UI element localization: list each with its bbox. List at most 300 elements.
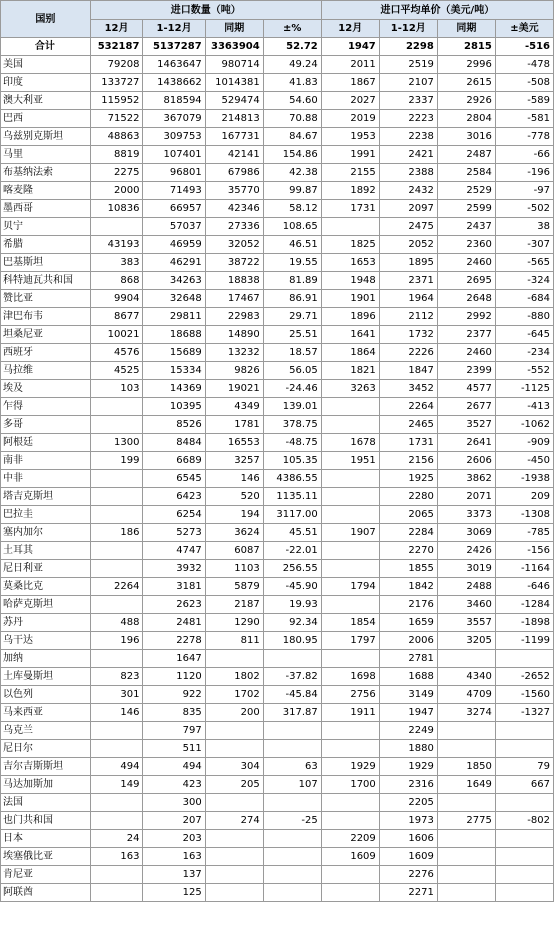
price-change-usd-cell: -307 bbox=[495, 236, 553, 254]
qty-change-pct-cell: -25 bbox=[263, 812, 321, 830]
price-change-usd-cell bbox=[495, 722, 553, 740]
price-same-period-cell: 2775 bbox=[437, 812, 495, 830]
qty-month-cell: 868 bbox=[90, 272, 143, 290]
qty-ytd-cell: 15334 bbox=[143, 362, 205, 380]
price-month-cell: 1953 bbox=[321, 128, 379, 146]
qty-change-pct-cell bbox=[263, 722, 321, 740]
table-row bbox=[1, 506, 554, 524]
qty-change-pct-cell: 41.83 bbox=[263, 74, 321, 92]
qty-same-period-cell: 9826 bbox=[205, 362, 263, 380]
qty-ytd-cell: 2623 bbox=[143, 596, 205, 614]
qty-same-period-cell: 38722 bbox=[205, 254, 263, 272]
table-row bbox=[1, 56, 554, 74]
qty-same-period-header: 同期 bbox=[205, 20, 263, 38]
qty-month-header: 12月 bbox=[90, 20, 143, 38]
price-same-period-cell: 2648 bbox=[437, 290, 495, 308]
price-same-period-cell: 2584 bbox=[437, 164, 495, 182]
qty-same-period-cell: 980714 bbox=[205, 56, 263, 74]
unit-price-group-header: 进口平均单价（美元/吨） bbox=[321, 1, 553, 20]
price-same-period-cell: 2996 bbox=[437, 56, 495, 74]
country-cell: 巴西 bbox=[1, 110, 91, 128]
qty-ytd-cell: 6689 bbox=[143, 452, 205, 470]
qty-change-pct-cell bbox=[263, 794, 321, 812]
qty-same-period-cell bbox=[205, 884, 263, 902]
qty-ytd-cell: 309753 bbox=[143, 128, 205, 146]
country-cell: 西班牙 bbox=[1, 344, 91, 362]
price-change-usd-cell: -1125 bbox=[495, 380, 553, 398]
country-cell: 尼日利亚 bbox=[1, 560, 91, 578]
price-ytd-cell: 2388 bbox=[379, 164, 437, 182]
qty-same-period-cell: 214813 bbox=[205, 110, 263, 128]
qty-month-cell: 24 bbox=[90, 830, 143, 848]
table-row bbox=[1, 200, 554, 218]
qty-month-cell: 196 bbox=[90, 632, 143, 650]
country-cell: 马达加斯加 bbox=[1, 776, 91, 794]
price-change-usd-cell: -196 bbox=[495, 164, 553, 182]
price-month-cell bbox=[321, 884, 379, 902]
price-same-period-cell bbox=[437, 722, 495, 740]
price-same-period-cell: 2360 bbox=[437, 236, 495, 254]
price-change-usd-cell: -234 bbox=[495, 344, 553, 362]
price-same-period-cell: 2460 bbox=[437, 254, 495, 272]
price-change-usd-cell: -1938 bbox=[495, 470, 553, 488]
qty-same-period-cell: 146 bbox=[205, 470, 263, 488]
country-cell: 塞内加尔 bbox=[1, 524, 91, 542]
price-same-period-cell: 4340 bbox=[437, 668, 495, 686]
price-change-usd-cell: -450 bbox=[495, 452, 553, 470]
qty-same-period-cell: 205 bbox=[205, 776, 263, 794]
qty-month-cell bbox=[90, 218, 143, 236]
qty-month-cell: 2264 bbox=[90, 578, 143, 596]
price-ytd-cell: 1895 bbox=[379, 254, 437, 272]
qty-same-period-cell: 18838 bbox=[205, 272, 263, 290]
price-change-usd-cell: -66 bbox=[495, 146, 553, 164]
price-ytd-cell: 2205 bbox=[379, 794, 437, 812]
price-month-cell bbox=[321, 866, 379, 884]
qty-same-period-cell: 32052 bbox=[205, 236, 263, 254]
qty-same-period-cell bbox=[205, 740, 263, 758]
table-body bbox=[1, 38, 554, 902]
country-cell: 马拉维 bbox=[1, 362, 91, 380]
qty-same-period-cell: 167731 bbox=[205, 128, 263, 146]
qty-same-period-cell: 1802 bbox=[205, 668, 263, 686]
qty-same-period-cell: 1702 bbox=[205, 686, 263, 704]
country-cell: 巴拉圭 bbox=[1, 506, 91, 524]
qty-month-cell: 383 bbox=[90, 254, 143, 272]
table-row bbox=[1, 740, 554, 758]
country-column-header: 国别 bbox=[1, 1, 91, 38]
price-same-period-cell bbox=[437, 740, 495, 758]
qty-ytd-cell: 8484 bbox=[143, 434, 205, 452]
qty-month-cell: 79208 bbox=[90, 56, 143, 74]
price-month-cell: 2209 bbox=[321, 830, 379, 848]
price-same-period-cell: 3373 bbox=[437, 506, 495, 524]
price-ytd-cell: 1606 bbox=[379, 830, 437, 848]
price-same-period-cell: 2377 bbox=[437, 326, 495, 344]
price-ytd-cell: 1964 bbox=[379, 290, 437, 308]
price-change-usd-cell: -508 bbox=[495, 74, 553, 92]
price-ytd-cell: 1947 bbox=[379, 704, 437, 722]
qty-change-pct-cell: 25.51 bbox=[263, 326, 321, 344]
country-cell: 苏丹 bbox=[1, 614, 91, 632]
country-cell: 阿根廷 bbox=[1, 434, 91, 452]
table-row bbox=[1, 668, 554, 686]
qty-same-period-cell: 3624 bbox=[205, 524, 263, 542]
qty-change-pct-cell: 256.55 bbox=[263, 560, 321, 578]
qty-ytd-cell: 1120 bbox=[143, 668, 205, 686]
qty-same-period-cell: 520 bbox=[205, 488, 263, 506]
qty-change-pct-cell: 378.75 bbox=[263, 416, 321, 434]
qty-same-period-cell: 67986 bbox=[205, 164, 263, 182]
price-month-cell: 1907 bbox=[321, 524, 379, 542]
country-cell: 土库曼斯坦 bbox=[1, 668, 91, 686]
qty-ytd-cell: 15689 bbox=[143, 344, 205, 362]
qty-change-pct-cell: 108.65 bbox=[263, 218, 321, 236]
qty-change-pct-cell: -22.01 bbox=[263, 542, 321, 560]
table-row bbox=[1, 218, 554, 236]
qty-same-period-cell: 27336 bbox=[205, 218, 263, 236]
price-same-period-cell: 3557 bbox=[437, 614, 495, 632]
price-ytd-cell: 2270 bbox=[379, 542, 437, 560]
table-row bbox=[1, 704, 554, 722]
qty-same-period-cell: 1781 bbox=[205, 416, 263, 434]
qty-month-cell bbox=[90, 722, 143, 740]
qty-same-period-cell: 42346 bbox=[205, 200, 263, 218]
price-month-cell: 2027 bbox=[321, 92, 379, 110]
price-change-usd-cell: -324 bbox=[495, 272, 553, 290]
price-same-period-cell: 2437 bbox=[437, 218, 495, 236]
price-same-period-cell: 2677 bbox=[437, 398, 495, 416]
qty-ytd-cell: 5137287 bbox=[143, 38, 205, 56]
price-month-cell bbox=[321, 560, 379, 578]
table-row bbox=[1, 110, 554, 128]
qty-same-period-cell bbox=[205, 830, 263, 848]
price-ytd-cell: 2276 bbox=[379, 866, 437, 884]
price-month-cell: 1700 bbox=[321, 776, 379, 794]
qty-month-cell: 48863 bbox=[90, 128, 143, 146]
country-cell: 肯尼亚 bbox=[1, 866, 91, 884]
table-row bbox=[1, 488, 554, 506]
qty-ytd-cell: 10395 bbox=[143, 398, 205, 416]
price-change-usd-cell: -97 bbox=[495, 182, 553, 200]
country-cell: 印度 bbox=[1, 74, 91, 92]
price-change-usd-header: ±美元 bbox=[495, 20, 553, 38]
country-cell: 乌克兰 bbox=[1, 722, 91, 740]
price-ytd-cell: 1688 bbox=[379, 668, 437, 686]
price-month-cell: 1864 bbox=[321, 344, 379, 362]
qty-ytd-cell: 5273 bbox=[143, 524, 205, 542]
country-cell: 尼日尔 bbox=[1, 740, 91, 758]
price-ytd-cell: 2249 bbox=[379, 722, 437, 740]
price-ytd-cell: 2223 bbox=[379, 110, 437, 128]
qty-change-pct-cell bbox=[263, 740, 321, 758]
qty-change-pct-cell: -45.90 bbox=[263, 578, 321, 596]
price-ytd-cell: 2284 bbox=[379, 524, 437, 542]
price-ytd-cell: 1847 bbox=[379, 362, 437, 380]
qty-month-cell bbox=[90, 542, 143, 560]
table-row bbox=[1, 182, 554, 200]
price-change-usd-cell: -645 bbox=[495, 326, 553, 344]
qty-change-pct-cell bbox=[263, 866, 321, 884]
qty-same-period-cell: 17467 bbox=[205, 290, 263, 308]
qty-change-pct-cell bbox=[263, 830, 321, 848]
table-row bbox=[1, 524, 554, 542]
table-row bbox=[1, 776, 554, 794]
table-row bbox=[1, 758, 554, 776]
price-month-cell: 1896 bbox=[321, 308, 379, 326]
country-cell: 哈萨克斯坦 bbox=[1, 596, 91, 614]
country-cell: 乌干达 bbox=[1, 632, 91, 650]
qty-ytd-cell: 32648 bbox=[143, 290, 205, 308]
qty-month-cell: 186 bbox=[90, 524, 143, 542]
price-ytd-cell: 2337 bbox=[379, 92, 437, 110]
country-cell: 合计 bbox=[1, 38, 91, 56]
price-ytd-cell: 2465 bbox=[379, 416, 437, 434]
qty-ytd-cell: 137 bbox=[143, 866, 205, 884]
price-change-usd-cell: -909 bbox=[495, 434, 553, 452]
qty-change-pct-cell: 86.91 bbox=[263, 290, 321, 308]
qty-ytd-cell: 367079 bbox=[143, 110, 205, 128]
price-ytd-cell: 1842 bbox=[379, 578, 437, 596]
price-month-cell: 3263 bbox=[321, 380, 379, 398]
qty-change-pct-cell: 58.12 bbox=[263, 200, 321, 218]
table-row bbox=[1, 290, 554, 308]
price-change-usd-cell: -581 bbox=[495, 110, 553, 128]
price-change-usd-cell: -565 bbox=[495, 254, 553, 272]
qty-same-period-cell: 3257 bbox=[205, 452, 263, 470]
qty-change-pct-cell: 107 bbox=[263, 776, 321, 794]
qty-ytd-cell: 18688 bbox=[143, 326, 205, 344]
table-row bbox=[1, 92, 554, 110]
price-ytd-cell: 2176 bbox=[379, 596, 437, 614]
price-ytd-cell: 2006 bbox=[379, 632, 437, 650]
qty-month-cell bbox=[90, 416, 143, 434]
qty-same-period-cell: 5879 bbox=[205, 578, 263, 596]
price-change-usd-cell: -1062 bbox=[495, 416, 553, 434]
table-row bbox=[1, 452, 554, 470]
table-row bbox=[1, 542, 554, 560]
qty-month-cell bbox=[90, 596, 143, 614]
qty-month-cell: 43193 bbox=[90, 236, 143, 254]
country-cell: 吉尔吉斯斯坦 bbox=[1, 758, 91, 776]
price-change-usd-cell: -1199 bbox=[495, 632, 553, 650]
qty-month-cell: 115952 bbox=[90, 92, 143, 110]
qty-month-cell: 8677 bbox=[90, 308, 143, 326]
price-ytd-cell: 3149 bbox=[379, 686, 437, 704]
price-month-cell: 1821 bbox=[321, 362, 379, 380]
table-row bbox=[1, 146, 554, 164]
qty-ytd-cell: 29811 bbox=[143, 308, 205, 326]
qty-ytd-cell: 207 bbox=[143, 812, 205, 830]
price-same-period-cell bbox=[437, 794, 495, 812]
qty-change-pct-cell: 42.38 bbox=[263, 164, 321, 182]
qty-ytd-cell: 46291 bbox=[143, 254, 205, 272]
country-cell: 中非 bbox=[1, 470, 91, 488]
qty-same-period-cell bbox=[205, 722, 263, 740]
price-same-period-cell: 3069 bbox=[437, 524, 495, 542]
price-ytd-cell: 3452 bbox=[379, 380, 437, 398]
qty-ytd-cell: 494 bbox=[143, 758, 205, 776]
qty-change-pct-cell: -37.82 bbox=[263, 668, 321, 686]
price-month-cell bbox=[321, 794, 379, 812]
price-month-cell: 2155 bbox=[321, 164, 379, 182]
price-same-period-cell bbox=[437, 884, 495, 902]
qty-change-pct-cell bbox=[263, 650, 321, 668]
qty-month-cell: 1300 bbox=[90, 434, 143, 452]
price-ytd-cell: 1731 bbox=[379, 434, 437, 452]
table-row bbox=[1, 164, 554, 182]
price-change-usd-cell bbox=[495, 884, 553, 902]
qty-same-period-cell: 2187 bbox=[205, 596, 263, 614]
price-same-period-cell: 2606 bbox=[437, 452, 495, 470]
qty-month-cell: 103 bbox=[90, 380, 143, 398]
price-ytd-cell: 2052 bbox=[379, 236, 437, 254]
qty-ytd-cell: 125 bbox=[143, 884, 205, 902]
price-month-cell bbox=[321, 218, 379, 236]
price-ytd-cell: 2781 bbox=[379, 650, 437, 668]
price-ytd-cell: 2432 bbox=[379, 182, 437, 200]
price-same-period-cell: 2641 bbox=[437, 434, 495, 452]
price-change-usd-cell: -413 bbox=[495, 398, 553, 416]
price-ytd-cell: 2097 bbox=[379, 200, 437, 218]
price-ytd-cell: 2112 bbox=[379, 308, 437, 326]
qty-change-pct-cell: 18.57 bbox=[263, 344, 321, 362]
table-row bbox=[1, 812, 554, 830]
price-same-period-cell: 2487 bbox=[437, 146, 495, 164]
qty-change-pct-cell: 154.86 bbox=[263, 146, 321, 164]
country-cell: 日本 bbox=[1, 830, 91, 848]
price-ytd-cell: 2519 bbox=[379, 56, 437, 74]
qty-ytd-cell: 34263 bbox=[143, 272, 205, 290]
qty-change-pct-cell: 70.88 bbox=[263, 110, 321, 128]
qty-change-pct-cell: 63 bbox=[263, 758, 321, 776]
qty-change-pct-cell: 54.60 bbox=[263, 92, 321, 110]
qty-ytd-cell: 107401 bbox=[143, 146, 205, 164]
qty-month-cell bbox=[90, 740, 143, 758]
qty-month-cell bbox=[90, 866, 143, 884]
price-same-period-cell: 2426 bbox=[437, 542, 495, 560]
price-month-header: 12月 bbox=[321, 20, 379, 38]
country-cell: 澳大利亚 bbox=[1, 92, 91, 110]
price-same-period-cell bbox=[437, 830, 495, 848]
price-same-period-cell: 2599 bbox=[437, 200, 495, 218]
price-change-usd-cell: -2652 bbox=[495, 668, 553, 686]
price-month-cell: 1794 bbox=[321, 578, 379, 596]
country-cell: 巴基斯坦 bbox=[1, 254, 91, 272]
country-cell: 美国 bbox=[1, 56, 91, 74]
table-row bbox=[1, 578, 554, 596]
price-same-period-cell: 1850 bbox=[437, 758, 495, 776]
price-ytd-cell: 1659 bbox=[379, 614, 437, 632]
price-change-usd-cell bbox=[495, 740, 553, 758]
price-same-period-cell: 3274 bbox=[437, 704, 495, 722]
qty-ytd-cell: 96801 bbox=[143, 164, 205, 182]
price-same-period-cell bbox=[437, 650, 495, 668]
qty-ytd-cell: 8526 bbox=[143, 416, 205, 434]
qty-ytd-cell: 163 bbox=[143, 848, 205, 866]
price-month-cell: 1947 bbox=[321, 38, 379, 56]
price-month-cell bbox=[321, 398, 379, 416]
price-change-usd-cell bbox=[495, 848, 553, 866]
price-change-usd-cell: -516 bbox=[495, 38, 553, 56]
country-cell: 法国 bbox=[1, 794, 91, 812]
price-month-cell: 1854 bbox=[321, 614, 379, 632]
qty-ytd-header: 1-12月 bbox=[143, 20, 205, 38]
qty-ytd-cell: 6254 bbox=[143, 506, 205, 524]
qty-month-cell bbox=[90, 560, 143, 578]
price-month-cell bbox=[321, 740, 379, 758]
price-month-cell: 1609 bbox=[321, 848, 379, 866]
country-cell: 塔吉克斯坦 bbox=[1, 488, 91, 506]
qty-same-period-cell: 200 bbox=[205, 704, 263, 722]
table-row bbox=[1, 686, 554, 704]
qty-ytd-cell: 1647 bbox=[143, 650, 205, 668]
qty-same-period-cell: 1290 bbox=[205, 614, 263, 632]
qty-change-pct-cell: 81.89 bbox=[263, 272, 321, 290]
price-month-cell bbox=[321, 650, 379, 668]
qty-month-cell bbox=[90, 506, 143, 524]
qty-change-pct-cell bbox=[263, 848, 321, 866]
price-change-usd-cell bbox=[495, 794, 553, 812]
price-month-cell: 2011 bbox=[321, 56, 379, 74]
price-change-usd-cell: 38 bbox=[495, 218, 553, 236]
price-ytd-cell: 2298 bbox=[379, 38, 437, 56]
price-change-usd-cell: -1284 bbox=[495, 596, 553, 614]
qty-change-pct-cell: -48.75 bbox=[263, 434, 321, 452]
country-cell: 贝宁 bbox=[1, 218, 91, 236]
qty-month-cell: 133727 bbox=[90, 74, 143, 92]
country-cell: 津巴布韦 bbox=[1, 308, 91, 326]
qty-ytd-cell: 511 bbox=[143, 740, 205, 758]
price-same-period-cell: 2071 bbox=[437, 488, 495, 506]
country-cell: 希腊 bbox=[1, 236, 91, 254]
qty-ytd-cell: 1463647 bbox=[143, 56, 205, 74]
price-ytd-cell: 2156 bbox=[379, 452, 437, 470]
qty-change-pct-cell: 52.72 bbox=[263, 38, 321, 56]
price-month-cell: 1929 bbox=[321, 758, 379, 776]
price-same-period-cell: 3527 bbox=[437, 416, 495, 434]
qty-ytd-cell: 71493 bbox=[143, 182, 205, 200]
price-ytd-cell: 1973 bbox=[379, 812, 437, 830]
qty-change-pct-cell: 180.95 bbox=[263, 632, 321, 650]
price-same-period-cell: 2804 bbox=[437, 110, 495, 128]
table-row bbox=[1, 866, 554, 884]
qty-same-period-cell: 194 bbox=[205, 506, 263, 524]
country-cell: 乍得 bbox=[1, 398, 91, 416]
price-same-period-cell bbox=[437, 848, 495, 866]
price-same-period-cell: 2815 bbox=[437, 38, 495, 56]
qty-month-cell bbox=[90, 650, 143, 668]
qty-same-period-cell: 16553 bbox=[205, 434, 263, 452]
price-ytd-cell: 2238 bbox=[379, 128, 437, 146]
qty-same-period-cell: 811 bbox=[205, 632, 263, 650]
price-ytd-cell: 2371 bbox=[379, 272, 437, 290]
price-month-cell: 1678 bbox=[321, 434, 379, 452]
country-cell: 南非 bbox=[1, 452, 91, 470]
qty-change-pct-cell: 1135.11 bbox=[263, 488, 321, 506]
qty-month-cell: 494 bbox=[90, 758, 143, 776]
qty-ytd-cell: 66957 bbox=[143, 200, 205, 218]
price-change-usd-cell: -684 bbox=[495, 290, 553, 308]
qty-same-period-cell: 19021 bbox=[205, 380, 263, 398]
price-change-usd-cell: -502 bbox=[495, 200, 553, 218]
table-row bbox=[1, 650, 554, 668]
table-row bbox=[1, 344, 554, 362]
table-row bbox=[1, 272, 554, 290]
qty-same-period-cell bbox=[205, 794, 263, 812]
qty-same-period-cell: 1014381 bbox=[205, 74, 263, 92]
country-cell: 加纳 bbox=[1, 650, 91, 668]
